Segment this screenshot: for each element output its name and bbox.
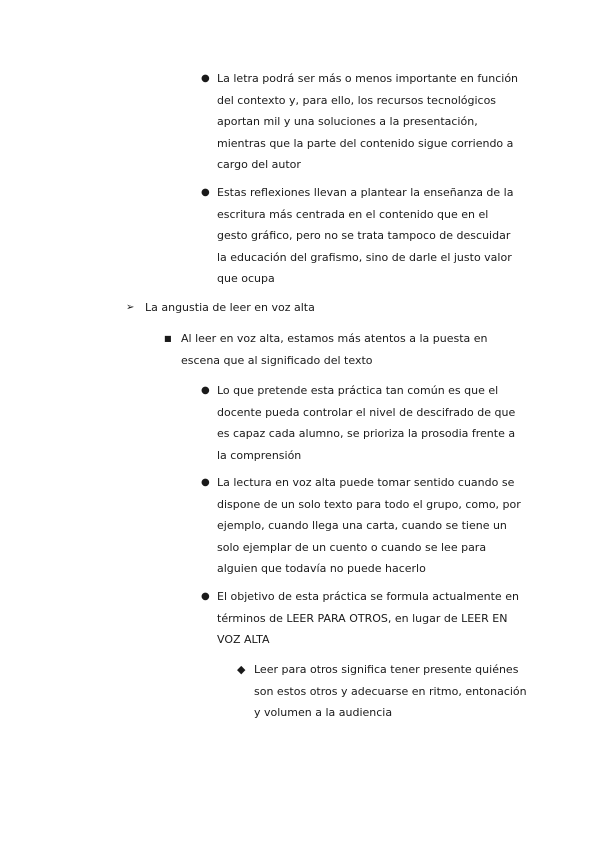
list-item bbox=[237, 659, 534, 724]
list-item bbox=[126, 297, 535, 319]
list-item-text: Estas reflexiones llevan a plantear la enseñanza de la escritura más centrada en el contenido que en el gesto gráfico, pero no se trata tampoco de descuidar la educación del grafismo, sino de darle el justo valor que ocupa bbox=[217, 186, 514, 285]
bullet-dot-icon: ● bbox=[201, 73, 210, 84]
list-item bbox=[201, 182, 522, 290]
list-item-text: Leer para otros significa tener presente quiénes son estos otros y adecuarse en ritmo, entonación y volumen a la audiencia bbox=[254, 663, 527, 719]
bullet-dot-icon: ● bbox=[201, 385, 210, 396]
list-item-text: La angustia de leer en voz alta bbox=[145, 301, 315, 314]
bullet-dot-icon: ● bbox=[201, 187, 210, 198]
square-bullet-icon: ■ bbox=[164, 334, 172, 343]
list-item bbox=[201, 586, 522, 651]
bullet-dot-icon: ● bbox=[201, 477, 210, 488]
list-item bbox=[201, 68, 522, 176]
list-item-text: Al leer en voz alta, estamos más atentos a la puesta en escena que al significado del texto bbox=[181, 332, 488, 367]
list-item-text: Lo que pretende esta práctica tan común es que el docente pueda controlar el nivel de descifrado de que es capaz cada alumno, se prioriza la prosodia frente a la comprensión bbox=[217, 384, 516, 462]
list-item bbox=[201, 472, 522, 580]
list-item-text: La letra podrá ser más o menos importante en función del contexto y, para ello, los recursos tecnológicos aportan mil y una soluciones a la presentación, mientras que la parte del contenido sigue corriendo a cargo del autor bbox=[217, 72, 519, 171]
bullet-dot-icon: ● bbox=[201, 591, 210, 602]
list-item-text: El objetivo de esta práctica se formula actualmente en términos de LEER PARA OTROS, en lugar de LEER EN VOZ ALTA bbox=[217, 590, 519, 646]
list-item bbox=[201, 380, 522, 466]
arrowhead-bullet-icon: ➢ bbox=[126, 302, 135, 313]
diamond-bullet-icon: ◆ bbox=[237, 663, 246, 676]
list-item bbox=[164, 328, 521, 371]
list-item-text: La lectura en voz alta puede tomar sentido cuando se dispone de un solo texto para todo el grupo, como, por ejemplo, cuando llega una carta, cuando se tiene un solo ejemplar de un cuento o cuando se lee para alguien que todavía no puede hacerlo bbox=[217, 476, 521, 575]
